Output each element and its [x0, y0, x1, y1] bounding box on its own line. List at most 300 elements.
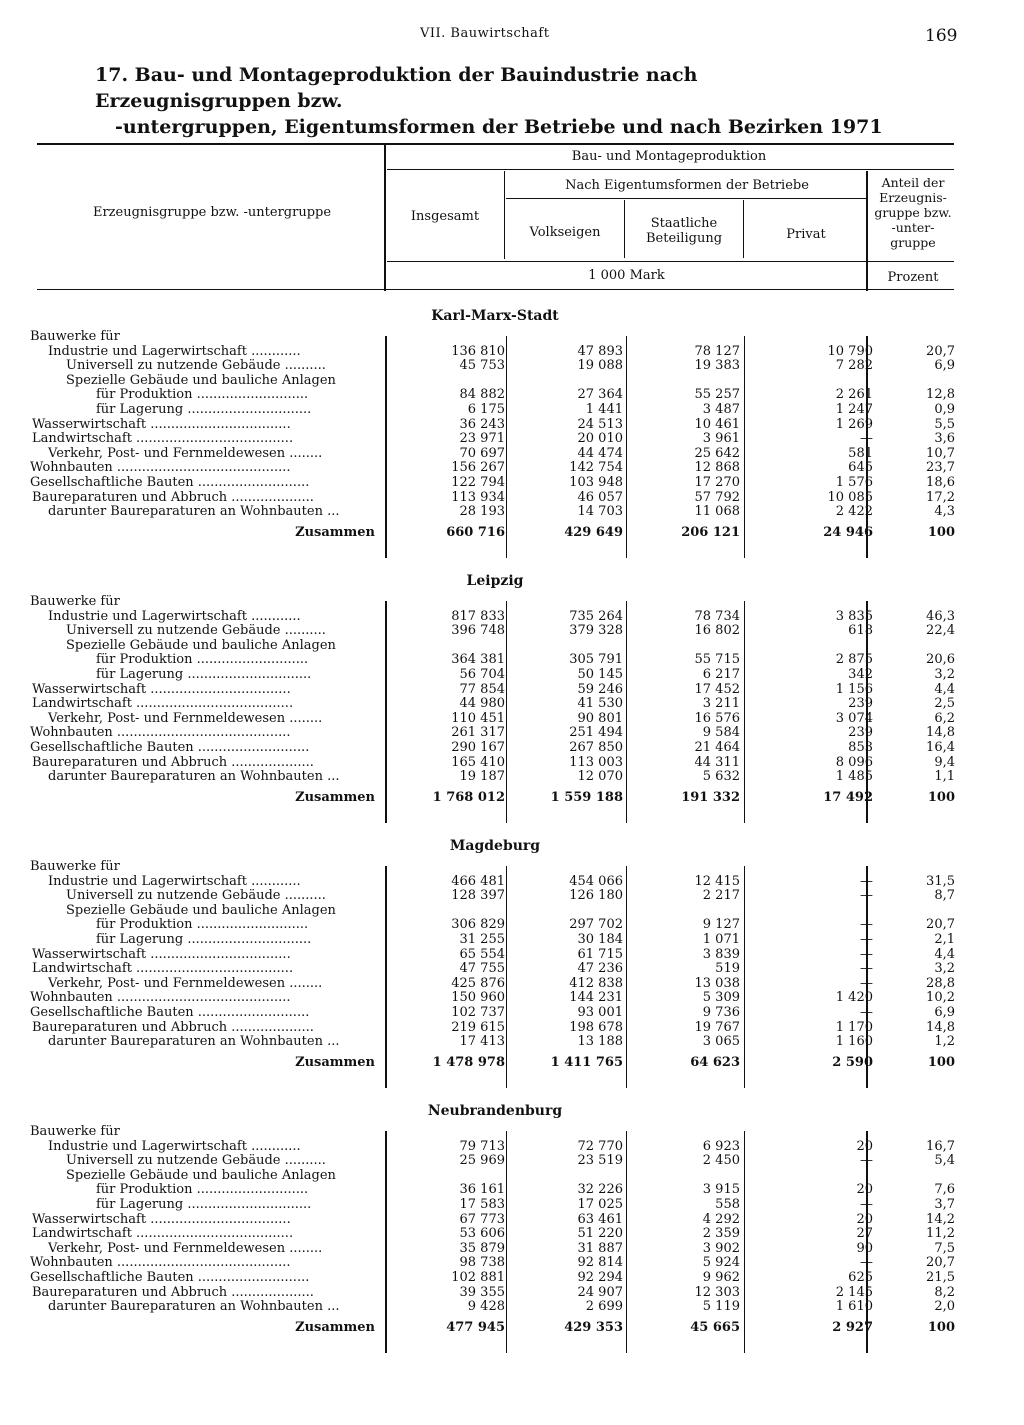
table-cell: 290 167	[451, 739, 505, 755]
row-label: für Produktion ...........................	[96, 653, 309, 668]
row-label: Baureparaturen und Abbruch ....................	[32, 1020, 314, 1035]
table-cell: 14,2	[926, 1211, 955, 1227]
district-rows	[30, 860, 960, 1070]
table-cell: 9 428	[467, 1299, 505, 1315]
table-cell: 17 025	[577, 1196, 623, 1212]
table-cell: 44 311	[694, 754, 740, 770]
row-label: darunter Baureparaturen an Wohnbauten ...	[48, 1035, 340, 1050]
district-block	[0, 1095, 1024, 1360]
row-label: Wohnbauten ..........................................	[30, 461, 291, 476]
row-label: Wohnbauten ..........................................	[30, 726, 291, 741]
table-cell: 113 934	[451, 489, 505, 505]
table-cell: 67 773	[459, 1211, 505, 1227]
total-cell: 1 478 978	[432, 1054, 505, 1070]
row-label: für Lagerung ..............................	[96, 402, 312, 417]
table-cell: 2 450	[702, 1153, 740, 1169]
table-row	[30, 756, 960, 771]
row-label: darunter Baureparaturen an Wohnbauten ...	[48, 770, 340, 785]
table-cell: 466 481	[451, 873, 505, 889]
table-cell: 5,4	[934, 1153, 955, 1169]
table-cell: 645	[848, 460, 873, 476]
table-cell: 5 632	[702, 769, 740, 785]
table-cell: 20	[856, 1138, 873, 1154]
table-cell: 28,8	[926, 975, 955, 991]
table-cell: 1 576	[835, 474, 873, 490]
table-cell: 3,6	[934, 431, 955, 447]
table-cell: 90	[856, 1240, 873, 1256]
table-cell: 2 359	[702, 1226, 740, 1242]
district-rows	[30, 1125, 960, 1335]
table-cell: 103 948	[569, 474, 623, 490]
table-cell: 1 441	[585, 401, 623, 417]
table-cell: 297 702	[569, 917, 623, 933]
header-group: Bau- und Montageproduktion	[571, 149, 767, 164]
table-cell: 7,6	[934, 1182, 955, 1198]
table-row	[30, 345, 960, 360]
header-divider-main	[384, 143, 386, 291]
total-row	[30, 1321, 960, 1336]
row-label: Spezielle Gebäude und bauliche Anlagen	[66, 903, 336, 918]
table-row	[30, 962, 960, 977]
row-label: Gesellschaftliche Bauten ...........................	[30, 475, 310, 490]
table-cell: 618	[848, 623, 873, 639]
table-cell: 5 119	[702, 1299, 740, 1315]
table-cell: 36 161	[459, 1182, 505, 1198]
header-top-rule	[37, 143, 954, 145]
table-cell: 16,7	[926, 1138, 955, 1154]
table-row	[30, 491, 960, 506]
row-label: Wasserwirtschaft ..................................	[32, 417, 291, 432]
table-row	[30, 1006, 960, 1021]
table-cell: —	[860, 1255, 873, 1271]
table-title	[95, 62, 895, 140]
table-row	[30, 639, 960, 654]
total-cell: 429 649	[564, 524, 623, 540]
table-cell: 3 835	[835, 608, 873, 624]
total-cell: 2 927	[832, 1319, 873, 1335]
table-cell: 20,6	[926, 652, 955, 668]
table-cell: 10 790	[827, 343, 873, 359]
table-row	[30, 860, 960, 875]
column-divider	[385, 601, 387, 823]
table-row	[30, 418, 960, 433]
row-label: Bauwerke für	[30, 1125, 120, 1139]
table-cell: 32 226	[577, 1182, 623, 1198]
table-cell: 19 767	[694, 1019, 740, 1035]
row-label: Universell zu nutzende Gebäude ..........	[66, 1154, 326, 1169]
table-cell: 102 737	[451, 1004, 505, 1020]
total-cell: 477 945	[446, 1319, 505, 1335]
table-cell: 425 876	[451, 975, 505, 991]
table-cell: 59 246	[577, 681, 623, 697]
table-row	[30, 1198, 960, 1213]
table-cell: 61 715	[577, 946, 623, 962]
row-label: Universell zu nutzende Gebäude ..........	[66, 359, 326, 374]
table-cell: 25 642	[694, 445, 740, 461]
table-cell: 6 923	[702, 1138, 740, 1154]
header-staatlich: Staatliche Beteiligung	[645, 216, 723, 246]
table-cell: 3 074	[835, 710, 873, 726]
table-cell: 31,5	[926, 873, 955, 889]
table-row	[30, 403, 960, 418]
column-divider	[866, 866, 868, 1088]
row-label: Gesellschaftliche Bauten ...........................	[30, 1005, 310, 1020]
table-cell: 45 753	[459, 358, 505, 374]
district-block	[0, 300, 1024, 565]
column-divider	[626, 601, 627, 823]
table-cell: 35 879	[459, 1240, 505, 1256]
table-cell: 2,0	[934, 1299, 955, 1315]
table-cell: 65 554	[459, 946, 505, 962]
district-blocks	[0, 300, 1024, 1360]
table-cell: 11 068	[694, 504, 740, 520]
table-row	[30, 447, 960, 462]
table-cell: 31 887	[577, 1240, 623, 1256]
header-unit-mark: 1 000 Mark	[588, 268, 665, 283]
district-name: Karl-Marx-Stadt	[431, 308, 559, 324]
table-cell: 5 924	[702, 1255, 740, 1271]
table-cell: 198 678	[569, 1019, 623, 1035]
table-row	[30, 595, 960, 610]
table-cell: 12,8	[926, 387, 955, 403]
table-row	[30, 683, 960, 698]
table-cell: 55 257	[694, 387, 740, 403]
column-divider	[866, 336, 868, 558]
column-divider	[744, 866, 745, 1088]
table-cell: 9 736	[702, 1004, 740, 1020]
header-rule-subgroup	[506, 198, 866, 199]
table-cell: 12 415	[694, 873, 740, 889]
table-cell: 72 770	[577, 1138, 623, 1154]
header-anteil: Anteil der Erzeugnis- gruppe bzw. -unter- gruppe	[874, 175, 952, 250]
table-cell: 3 915	[702, 1182, 740, 1198]
table-cell: 55 715	[694, 652, 740, 668]
table-cell: 150 960	[451, 990, 505, 1006]
table-cell: 219 615	[451, 1019, 505, 1035]
table-cell: 4,4	[934, 946, 955, 962]
total-row	[30, 791, 960, 806]
table-cell: 23,7	[926, 460, 955, 476]
table-cell: 6 175	[467, 401, 505, 417]
table-row	[30, 1271, 960, 1286]
table-row	[30, 476, 960, 491]
table-cell: 47 755	[459, 961, 505, 977]
table-row	[30, 610, 960, 625]
table-cell: 3 902	[702, 1240, 740, 1256]
table-cell: 5,5	[934, 416, 955, 432]
table-cell: 8 096	[835, 754, 873, 770]
table-cell: 17 583	[459, 1196, 505, 1212]
total-label: Zusammen	[295, 1320, 375, 1335]
total-cell: 206 121	[681, 524, 740, 540]
table-cell: 142 754	[569, 460, 623, 476]
table-cell: 92 294	[577, 1269, 623, 1285]
row-label: für Produktion ...........................	[96, 388, 309, 403]
table-row	[30, 770, 960, 785]
table-cell: 102 881	[451, 1269, 505, 1285]
row-label: Gesellschaftliche Bauten ...........................	[30, 740, 310, 755]
table-cell: 3,2	[934, 666, 955, 682]
table-cell: 581	[848, 445, 873, 461]
table-cell: 2 217	[702, 888, 740, 904]
total-cell: 100	[927, 1319, 955, 1335]
table-cell: 18,6	[926, 474, 955, 490]
row-label: Spezielle Gebäude und bauliche Anlagen	[66, 638, 336, 653]
row-label: Bauwerke für	[30, 860, 120, 874]
total-label: Zusammen	[295, 1055, 375, 1070]
table-row	[30, 668, 960, 683]
table-row	[30, 653, 960, 668]
table-row	[30, 432, 960, 447]
column-divider	[744, 601, 745, 823]
table-cell: —	[860, 888, 873, 904]
table-cell: 8,7	[934, 888, 955, 904]
column-divider	[626, 1131, 627, 1353]
table-cell: 21 464	[694, 739, 740, 755]
table-cell: 2 699	[585, 1299, 623, 1315]
total-cell: 429 353	[564, 1319, 623, 1335]
table-row	[30, 1286, 960, 1301]
row-label: Baureparaturen und Abbruch ....................	[32, 1285, 314, 1300]
table-cell: 12 070	[577, 769, 623, 785]
table-cell: 3 961	[702, 431, 740, 447]
table-cell: 17 452	[694, 681, 740, 697]
table-cell: 14,8	[926, 1019, 955, 1035]
table-cell: —	[860, 1004, 873, 1020]
table-cell: —	[860, 917, 873, 933]
district-block	[0, 830, 1024, 1095]
table-row	[30, 904, 960, 919]
table-cell: 165 410	[451, 754, 505, 770]
table-cell: 13 188	[577, 1034, 623, 1050]
row-label: Wohnbauten ..........................................	[30, 1256, 291, 1271]
table-row	[30, 1035, 960, 1050]
table-cell: 27 364	[577, 387, 623, 403]
table-cell: 56 704	[459, 666, 505, 682]
table-cell: 4 292	[702, 1211, 740, 1227]
table-row	[30, 712, 960, 727]
table-cell: 47 236	[577, 961, 623, 977]
table-cell: 261 317	[451, 725, 505, 741]
table-cell: 51 220	[577, 1226, 623, 1242]
table-cell: 1 485	[835, 769, 873, 785]
total-label: Zusammen	[295, 525, 375, 540]
table-cell: 53 606	[459, 1226, 505, 1242]
header-divider-3	[743, 200, 744, 258]
table-cell: 46 057	[577, 489, 623, 505]
header-divider-2	[624, 200, 625, 258]
table-cell: 16,4	[926, 739, 955, 755]
total-cell: 45 665	[690, 1319, 740, 1335]
column-divider	[385, 866, 387, 1088]
table-cell: 2 875	[835, 652, 873, 668]
total-cell: 1 559 188	[550, 789, 623, 805]
district-name: Leipzig	[466, 573, 524, 589]
row-label: Gesellschaftliche Bauten ...........................	[30, 1270, 310, 1285]
total-cell: 64 623	[690, 1054, 740, 1070]
header-insgesamt: Insgesamt	[410, 209, 480, 224]
row-label: Landwirtschaft ......................................	[32, 432, 294, 447]
column-divider	[506, 866, 507, 1088]
total-cell: 1 768 012	[432, 789, 505, 805]
column-divider	[866, 1131, 868, 1353]
column-divider	[626, 336, 627, 558]
table-cell: 9,4	[934, 754, 955, 770]
table-cell: 1 269	[835, 416, 873, 432]
table-cell: 44 980	[459, 696, 505, 712]
table-row	[30, 1125, 960, 1140]
total-cell: 660 716	[446, 524, 505, 540]
total-cell: 2 590	[832, 1054, 873, 1070]
header-bottom-rule	[37, 289, 954, 290]
table-cell: 2,5	[934, 696, 955, 712]
row-label: Verkehr, Post- und Fernmeldewesen ........	[48, 976, 323, 991]
header-volkseigen: Volkseigen	[529, 225, 601, 240]
table-row	[30, 388, 960, 403]
table-row	[30, 726, 960, 741]
table-cell: 735 264	[569, 608, 623, 624]
table-cell: 20,7	[926, 343, 955, 359]
table-row	[30, 1183, 960, 1198]
table-cell: 10,7	[926, 445, 955, 461]
table-cell: 306 829	[451, 917, 505, 933]
table-cell: 379 328	[569, 623, 623, 639]
column-divider	[385, 1131, 387, 1353]
table-cell: 13 038	[694, 975, 740, 991]
table-cell: 1 170	[835, 1019, 873, 1035]
table-row	[30, 1227, 960, 1242]
table-cell: —	[860, 961, 873, 977]
row-label: Industrie und Lagerwirtschaft ............	[48, 1139, 301, 1154]
row-label: Wasserwirtschaft ..................................	[32, 682, 291, 697]
table-cell: 113 003	[569, 754, 623, 770]
total-row	[30, 526, 960, 541]
table-cell: 3,7	[934, 1196, 955, 1212]
table-cell: 9 127	[702, 917, 740, 933]
row-label: Industrie und Lagerwirtschaft ............	[48, 344, 301, 359]
table-cell: 46,3	[926, 608, 955, 624]
table-cell: 144 231	[569, 990, 623, 1006]
table-cell: 110 451	[451, 710, 505, 726]
table-cell: 27	[856, 1226, 873, 1242]
table-cell: —	[860, 931, 873, 947]
table-cell: 6,2	[934, 710, 955, 726]
page-number: 169	[925, 26, 958, 46]
header-subgroup: Nach Eigentumsformen der Betriebe	[565, 178, 809, 193]
table-row	[30, 1021, 960, 1036]
table-cell: 20	[856, 1211, 873, 1227]
section-label: VII. Bauwirtschaft	[420, 26, 550, 41]
row-label: für Lagerung ..............................	[96, 667, 312, 682]
table-cell: 21,5	[926, 1269, 955, 1285]
table-cell: 23 519	[577, 1153, 623, 1169]
table-cell: 625	[848, 1269, 873, 1285]
table-cell: 853	[848, 739, 873, 755]
table-cell: 16 576	[694, 710, 740, 726]
table-row	[30, 697, 960, 712]
table-cell: 1,2	[934, 1034, 955, 1050]
total-label: Zusammen	[295, 790, 375, 805]
table-cell: —	[860, 1153, 873, 1169]
header-rule-units	[387, 261, 954, 262]
table-cell: 79 713	[459, 1138, 505, 1154]
table-cell: 1 247	[835, 401, 873, 417]
table-cell: 17 413	[459, 1034, 505, 1050]
table-row	[30, 889, 960, 904]
table-cell: 78 127	[694, 343, 740, 359]
table-cell: 1 610	[835, 1299, 873, 1315]
table-cell: 20,7	[926, 917, 955, 933]
table-row	[30, 1169, 960, 1184]
table-cell: —	[860, 975, 873, 991]
table-cell: 39 355	[459, 1284, 505, 1300]
column-divider	[506, 601, 507, 823]
district-rows	[30, 595, 960, 805]
table-row	[30, 1256, 960, 1271]
table-cell: 1 156	[835, 681, 873, 697]
running-head	[0, 26, 1024, 46]
table-cell: 10 085	[827, 489, 873, 505]
row-label: darunter Baureparaturen an Wohnbauten ...	[48, 1300, 340, 1315]
total-cell: 1 411 765	[550, 1054, 623, 1070]
table-cell: 7,5	[934, 1240, 955, 1256]
table-cell: 3,2	[934, 961, 955, 977]
table-cell: 25 969	[459, 1153, 505, 1169]
table-cell: 93 001	[577, 1004, 623, 1020]
row-label: Landwirtschaft ......................................	[32, 962, 294, 977]
table-cell: 22,4	[926, 623, 955, 639]
table-cell: 305 791	[569, 652, 623, 668]
table-cell: 396 748	[451, 623, 505, 639]
table-row	[30, 875, 960, 890]
table-cell: 136 810	[451, 343, 505, 359]
table-row	[30, 461, 960, 476]
table-cell: 90 801	[577, 710, 623, 726]
table-cell: 17,2	[926, 489, 955, 505]
table-cell: 2 145	[835, 1284, 873, 1300]
table-cell: 126 180	[569, 888, 623, 904]
table-cell: 1 160	[835, 1034, 873, 1050]
table-cell: 19 383	[694, 358, 740, 374]
row-label: darunter Baureparaturen an Wohnbauten ...	[48, 505, 340, 520]
row-label: Wasserwirtschaft ..................................	[32, 947, 291, 962]
table-cell: —	[860, 431, 873, 447]
row-label: für Produktion ...........................	[96, 918, 309, 933]
total-cell: 100	[927, 1054, 955, 1070]
table-cell: 17 270	[694, 474, 740, 490]
table-cell: 20 010	[577, 431, 623, 447]
table-row	[30, 991, 960, 1006]
table-cell: 8,2	[934, 1284, 955, 1300]
table-cell: 0,9	[934, 401, 955, 417]
table-cell: 36 243	[459, 416, 505, 432]
table-cell: 9 584	[702, 725, 740, 741]
row-label: Spezielle Gebäude und bauliche Anlagen	[66, 373, 336, 388]
table-cell: 12 868	[694, 460, 740, 476]
row-label: für Lagerung ..............................	[96, 932, 312, 947]
table-cell: 267 850	[569, 739, 623, 755]
table-row	[30, 330, 960, 345]
table-cell: 50 145	[577, 666, 623, 682]
table-cell: 70 697	[459, 445, 505, 461]
table-cell: 78 734	[694, 608, 740, 624]
row-label: Verkehr, Post- und Fernmeldewesen ........	[48, 446, 323, 461]
table-title-line1: 17. Bau- und Montageproduktion der Bauindustrie nach Erzeugnisgruppen bzw.	[95, 64, 698, 112]
table-cell: 6,9	[934, 358, 955, 374]
total-cell: 100	[927, 524, 955, 540]
table-cell: 2,1	[934, 931, 955, 947]
table-row	[30, 1213, 960, 1228]
